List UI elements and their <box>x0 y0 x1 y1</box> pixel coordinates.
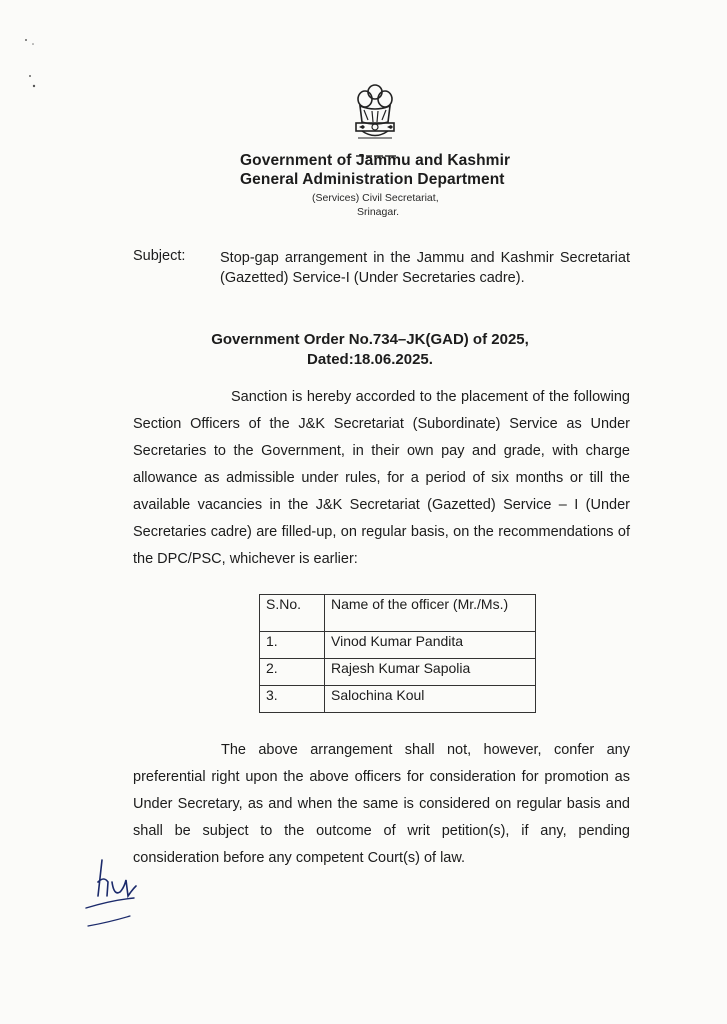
table-header-sno: S.No. <box>260 595 325 632</box>
signature-icon <box>82 852 152 932</box>
table-cell-sno: 2. <box>260 659 325 686</box>
order-date: Dated:18.06.2025. <box>307 351 433 368</box>
government-title: Government of Jammu and Kashmir <box>240 152 511 169</box>
subject-label: Subject: <box>133 248 186 264</box>
office-address-line1: (Services) Civil Secretariat, <box>312 192 439 204</box>
table-row <box>260 659 536 686</box>
table-row <box>260 632 536 659</box>
subject-text: Stop-gap arrangement in the Jammu and Kashmir Secretariat (Gazetted) Service-I (Under Secretaries cadre). <box>220 250 630 286</box>
table-row <box>260 686 536 713</box>
office-address-line2: Srinagar. <box>357 206 400 218</box>
order-title <box>170 330 570 370</box>
officers-table <box>259 594 536 713</box>
table-header-name: Name of the officer (Mr./Ms.) <box>325 595 536 632</box>
scan-specks <box>18 30 48 100</box>
state-emblem-icon <box>344 82 406 152</box>
order-paragraph-2: The above arrangement shall not, however, confer any preferential right upon the above officers for consideration for promotion as Under Secretary, as and when the same is considered on regular basis and shall be subject to the outcome of writ petition(s), if any, pending consideration before any competent Court(s) of law. <box>133 742 630 866</box>
table-cell-sno: 1. <box>260 632 325 659</box>
table-cell-name: Vinod Kumar Pandita <box>325 632 536 659</box>
order-number: Government Order No.734–JK(GAD) of 2025, <box>211 331 529 348</box>
table-cell-name: Rajesh Kumar Sapolia <box>325 659 536 686</box>
table-header-row <box>260 595 536 632</box>
table-cell-name: Salochina Koul <box>325 686 536 713</box>
table-cell-sno: 3. <box>260 686 325 713</box>
order-paragraph-1: Sanction is hereby accorded to the placement of the following Section Officers of the J&K Secretariat (Subordinate) Service as Under Secretaries to the Government, in their own pay and grade, with charge allowance as admissible under rules, for a period of six months or till the available vacancies in the J&K Secretariat (Gazetted) Service – I (Under Secretaries cadre) are filled-up, on regular basis, on the recommendations of the DPC/PSC, whichever is earlier: <box>133 389 630 567</box>
department-title: General Administration Department <box>240 171 505 188</box>
